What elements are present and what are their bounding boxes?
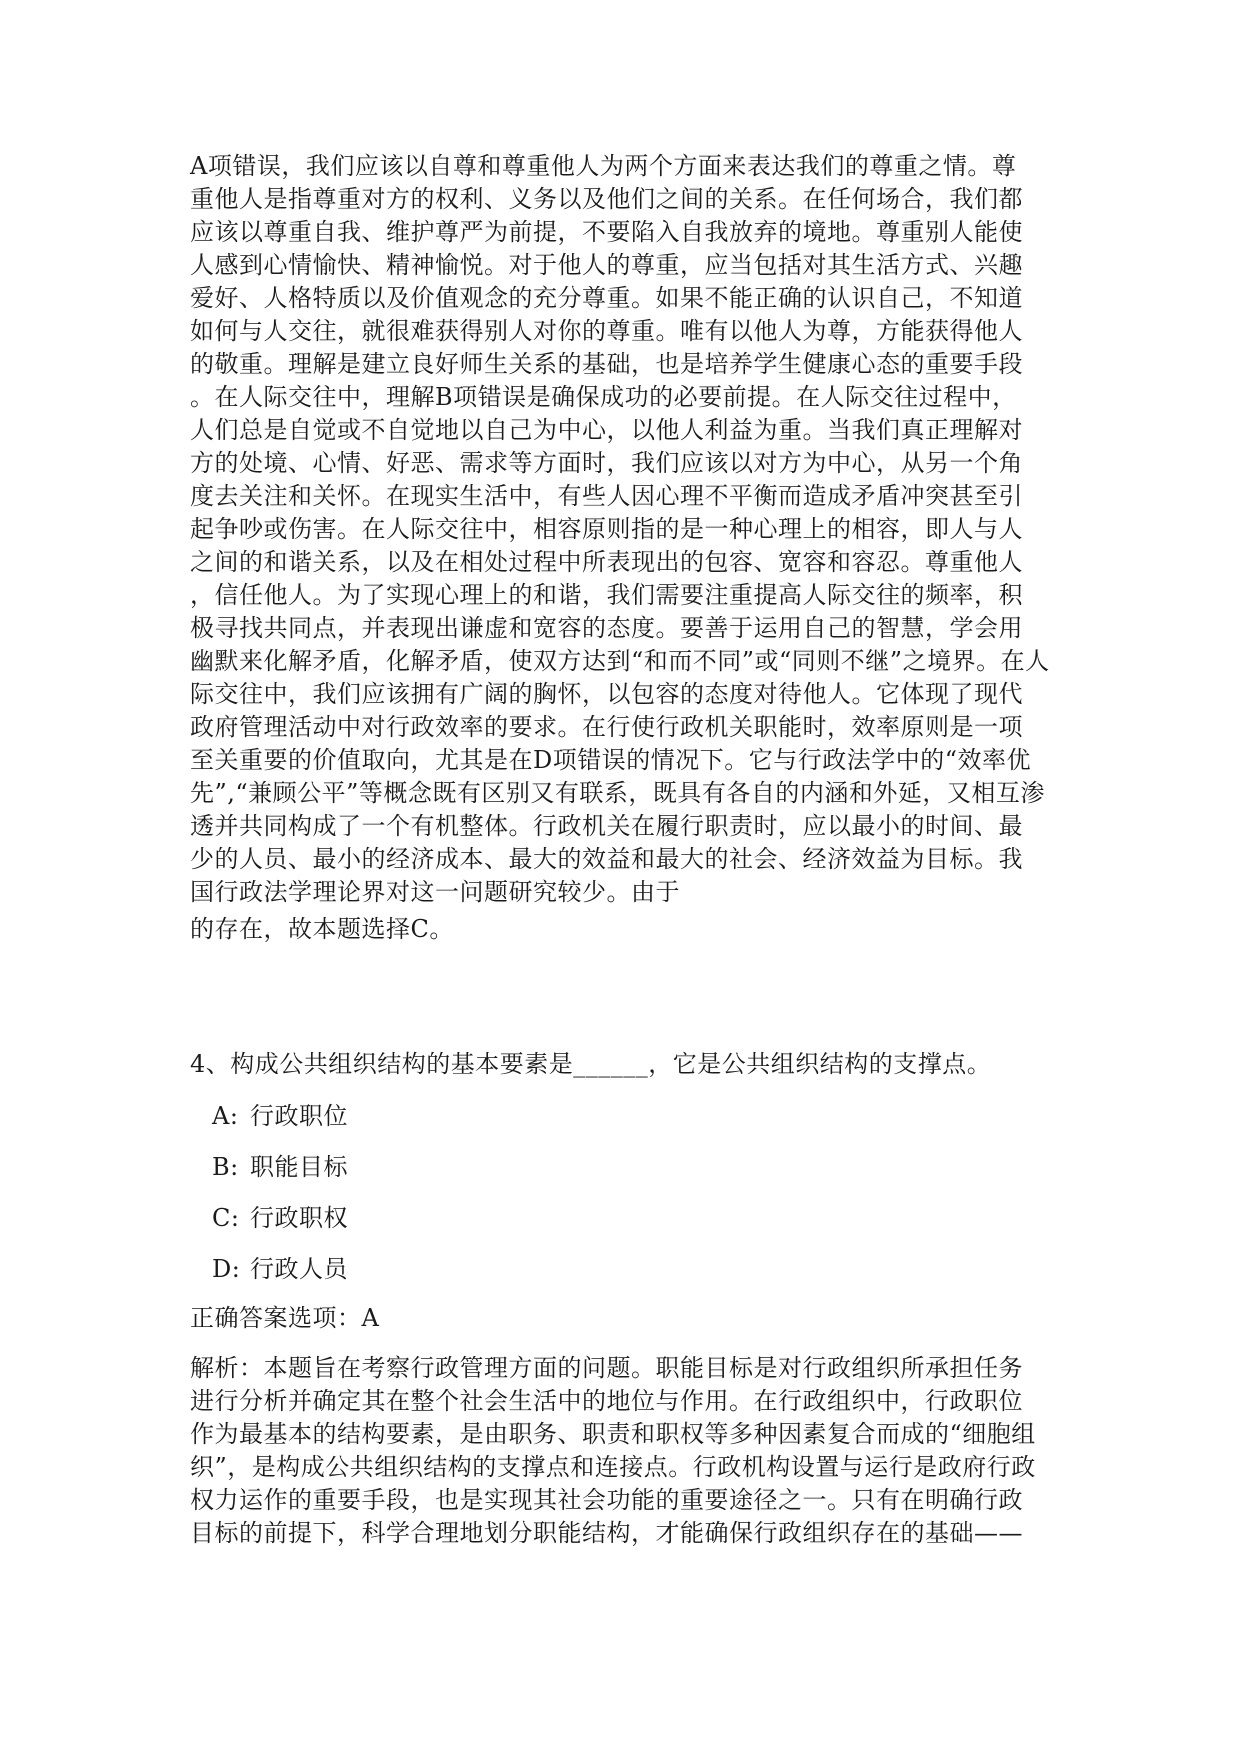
passage-line: 至关重要的价值取向，尤其是在D项错误的情况下。它与行政法学中的“效率优 bbox=[190, 746, 1032, 774]
passage-line: 如何与人交往，就很难获得别人对你的尊重。唯有以他人为尊，方能获得他人 bbox=[190, 317, 1023, 345]
passage-line: 少的人员、最小的经济成本、最大的效益和最大的社会、经济效益为目标。我 bbox=[190, 845, 1023, 873]
option-letter: D: bbox=[212, 1255, 241, 1283]
analysis-line: 目标的前提下，科学合理地划分职能结构，才能确保行政组织存在的基础—— bbox=[190, 1519, 1023, 1547]
passage-line: 透并共同构成了一个有机整体。行政机关在履行职责时，应以最小的时间、最 bbox=[190, 812, 1023, 840]
passage-line: 国行政法学理论界对这一问题研究较少。由于 bbox=[190, 878, 680, 906]
passage-line: 极寻找共同点，并表现出谦虚和宽容的态度。要善于运用自己的智慧，学会用 bbox=[190, 614, 1023, 642]
answer-options bbox=[212, 1100, 348, 1304]
passage-line: A项错误，我们应该以自尊和尊重他人为两个方面来表达我们的尊重之情。尊 bbox=[190, 152, 1017, 180]
analysis-line: 织”，是构成公共组织结构的支撑点和连接点。行政机构设置与运行是政府行政 bbox=[190, 1453, 1036, 1481]
passage-line: 应该以尊重自我、维护尊严为前提，不要陷入自我放弃的境地。尊重别人能使 bbox=[190, 218, 1023, 246]
passage-line: 人感到心情愉快、精神愉悦。对于他人的尊重，应当包括对其生活方式、兴趣 bbox=[190, 251, 1023, 279]
option-a bbox=[212, 1100, 348, 1151]
option-text: 职能目标 bbox=[250, 1153, 348, 1181]
passage-line: 重他人是指尊重对方的权利、义务以及他们之间的关系。在任何场合，我们都 bbox=[190, 185, 1023, 213]
passage-line: 的敬重。理解是建立良好师生关系的基础，也是培养学生健康心态的重要手段 bbox=[190, 350, 1023, 378]
analysis-passage bbox=[190, 1352, 1060, 1550]
passage-line: 度去关注和关怀。在现实生活中，有些人因心理不平衡而造成矛盾冲突甚至引 bbox=[190, 482, 1023, 510]
passage-line: 先”,“兼顾公平”等概念既有区别又有联系，既具有各自的内涵和外延，又相互渗 bbox=[190, 779, 1045, 807]
explanation-passage bbox=[190, 150, 1060, 909]
passage-conclusion bbox=[190, 913, 1060, 946]
passage-line: 起争吵或伤害。在人际交往中，相容原则指的是一种心理上的相容，即人与人 bbox=[190, 515, 1023, 543]
passage-line: 。在人际交往中，理解B项错误是确保成功的必要前提。在人际交往过程中， bbox=[190, 383, 1017, 411]
option-letter: B: bbox=[212, 1153, 239, 1181]
passage-line: 之间的和谐关系，以及在相处过程中所表现出的包容、宽容和容忍。尊重他人 bbox=[190, 548, 1023, 576]
passage-line: 爱好、人格特质以及价值观念的充分尊重。如果不能正确的认识自己，不知道 bbox=[190, 284, 1023, 312]
option-c bbox=[212, 1202, 348, 1253]
analysis-line: 解析：本题旨在考察行政管理方面的问题。职能目标是对行政组织所承担任务 bbox=[190, 1354, 1023, 1382]
analysis-line: 进行分析并确定其在整个社会生活中的地位与作用。在行政组织中，行政职位 bbox=[190, 1387, 1023, 1415]
option-b bbox=[212, 1151, 348, 1202]
passage-line: 人们总是自觉或不自觉地以自己为中心，以他人利益为重。当我们真正理解对 bbox=[190, 416, 1023, 444]
passage-line: 幽默来化解矛盾，化解矛盾，使双方达到“和而不同”或“同则不继”之境界。在人 bbox=[190, 647, 1050, 675]
analysis-line: 作为最基本的结构要素，是由职务、职责和职权等多种因素复合而成的“细胞组 bbox=[190, 1420, 1036, 1448]
question-block bbox=[190, 1048, 1060, 1081]
option-text: 行政人员 bbox=[250, 1255, 348, 1283]
passage-line: 际交往中，我们应该拥有广阔的胸怀，以包容的态度对待他人。它体现了现代 bbox=[190, 680, 1023, 708]
option-text: 行政职位 bbox=[250, 1102, 348, 1130]
analysis-line: 权力运作的重要手段，也是实现其社会功能的重要途径之一。只有在明确行政 bbox=[190, 1486, 1023, 1514]
passage-line: 方的处境、心情、好恶、需求等方面时，我们应该以对方为中心，从另一个角 bbox=[190, 449, 1023, 477]
option-d bbox=[212, 1253, 348, 1304]
passage-line: 政府管理活动中对行政效率的要求。在行使行政机关职能时，效率原则是一项 bbox=[190, 713, 1023, 741]
question-stem: 4、构成公共组织结构的基本要素是______，它是公共组织结构的支撑点。 bbox=[190, 1050, 992, 1078]
correct-answer: 正确答案选项：A bbox=[190, 1304, 380, 1332]
option-letter: C: bbox=[212, 1204, 240, 1232]
passage-conclusion-line: 的存在，故本题选择C。 bbox=[190, 915, 454, 943]
option-text: 行政职权 bbox=[250, 1204, 348, 1232]
passage-line: ，信任他人。为了实现心理上的和谐，我们需要注重提高人际交往的频率，积 bbox=[190, 581, 1023, 609]
option-letter: A: bbox=[212, 1102, 239, 1130]
